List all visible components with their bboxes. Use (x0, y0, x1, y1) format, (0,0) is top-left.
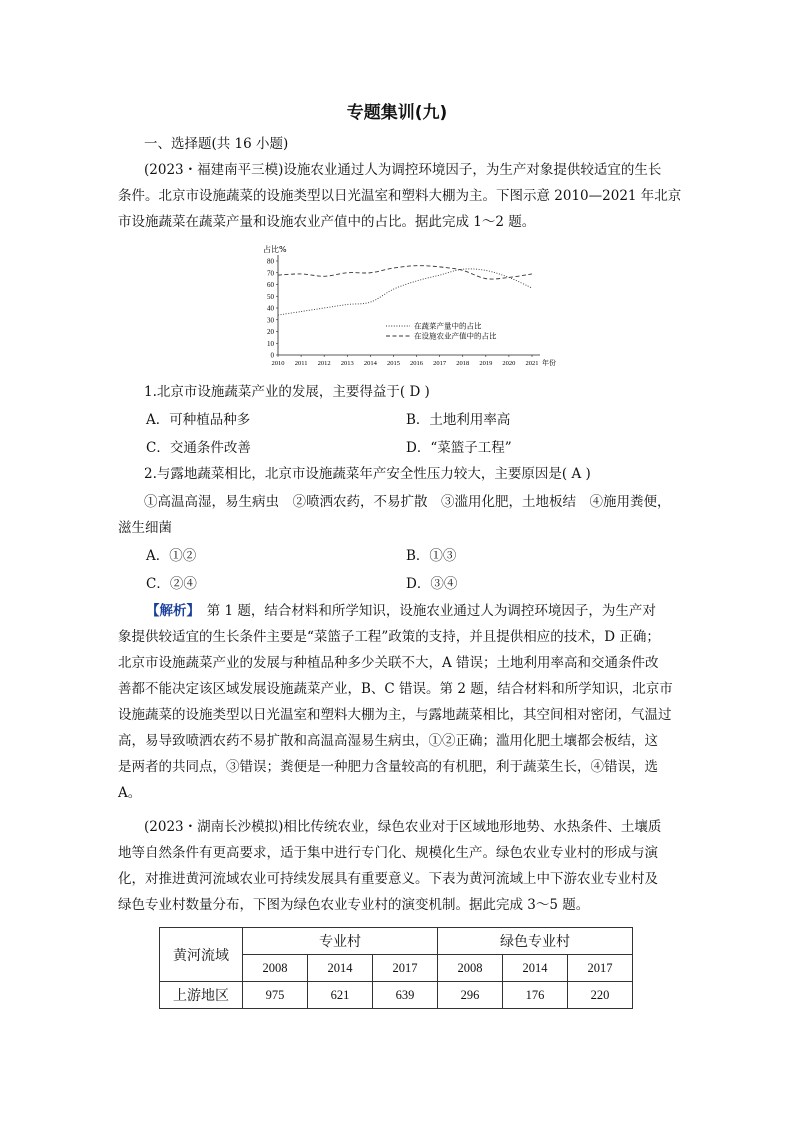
header-green-village: 绿色专业村 (438, 928, 633, 955)
q2-option-a: A．①② (146, 548, 197, 564)
section-heading: 一、选择题(共 16 小题) (144, 136, 289, 152)
table-row (160, 982, 633, 1009)
x-tick-label: 2014 (363, 360, 377, 367)
y-tick-label: 60 (267, 281, 274, 289)
q1-option-d: D．“菜篮子工程” (406, 440, 512, 456)
intro2-line: (2023・湖南长沙模拟)相比传统农业，绿色农业对于区域地形地势、水热条件、土壤质 (144, 819, 662, 835)
analysis-line: 设施蔬菜的设施类型以日光温室和塑料大棚为主，与露地蔬菜相比，其空间相对密闭，气温过 (118, 707, 672, 723)
row-region: 上游地区 (160, 982, 243, 1009)
x-tick-label: 2020 (502, 360, 516, 367)
intro1-line: 条件。北京市设施蔬菜的设施类型以日光温室和塑料大棚为主。下图示意 2010—2021 年北京 (118, 188, 682, 204)
x-tick-label: 2018 (456, 360, 470, 367)
x-tick-label: 2017 (433, 360, 447, 367)
table-cell: 220 (568, 982, 633, 1009)
y-tick-label: 0 (270, 351, 274, 360)
q1-stem: 1.北京市设施蔬菜产业的发展，主要得益于( D ) (144, 384, 430, 400)
x-tick-label: 2013 (340, 360, 354, 367)
analysis-line: 是两者的共同点，③错误；粪便是一种肥力含量较高的有机肥，利于蔬菜生长，④错误，选 (118, 759, 658, 775)
legend-label: 在设施农业产值中的占比 (414, 331, 497, 341)
series-line-1 (278, 269, 532, 315)
y-tick-label: 10 (267, 339, 274, 348)
analysis-line: 北京市设施蔬菜产业的发展与种植品种多少关联不大，A 错误；土地利用率高和交通条件改 (118, 655, 659, 671)
q1-option-b: B．土地利用率高 (406, 412, 511, 428)
q2-option-b: B．①③ (406, 548, 457, 564)
legend-label: 在蔬菜产量中的占比 (414, 321, 482, 331)
analysis-first-line (146, 602, 656, 620)
analysis-tag: 【解析】 (146, 603, 194, 619)
analysis-line: A。 (118, 785, 142, 801)
year-header: 2014 (308, 955, 373, 982)
x-tick-label: 2010 (271, 360, 285, 367)
table-cell: 621 (308, 982, 373, 1009)
table-cell: 176 (503, 982, 568, 1009)
share-line-chart (258, 243, 556, 371)
q2-option-d: D．③④ (406, 576, 458, 592)
x-tick-label: 2015 (386, 360, 400, 367)
x-axis-label: 年份 (542, 359, 556, 367)
table-cell: 639 (373, 982, 438, 1009)
y-tick-label: 70 (267, 269, 274, 278)
header-region: 黄河流域 (160, 928, 243, 982)
q2-stem: 2.与露地蔬菜相比，北京市设施蔬菜年产安全性压力较大，主要原因是( A ) (144, 466, 591, 482)
year-header: 2008 (438, 955, 503, 982)
x-tick-label: 2019 (479, 360, 493, 367)
year-header: 2017 (568, 955, 633, 982)
intro1-line: (2023・福建南平三模)设施农业通过人为调控环境因子，为生产对象提供较适宜的生长 (144, 162, 662, 178)
q1-option-a: A．可种植品种多 (146, 412, 251, 428)
x-tick-label: 2021 (525, 360, 539, 367)
analysis-line: 善都不能决定该区域发展设施蔬菜产业，B、C 错误。第 2 题，结合材料和所学知识，北京市 (118, 681, 673, 697)
x-tick-label: 2012 (317, 360, 331, 367)
y-tick-label: 20 (267, 328, 274, 336)
intro1-line: 市设施蔬菜在蔬菜产量和设施农业产值中的占比。据此完成 1～2 题。 (118, 214, 536, 230)
page-title: 专题集训(九) (346, 103, 448, 123)
y-tick-label: 30 (267, 316, 274, 325)
intro2-line: 地等自然条件有更高要求，适于集中进行专门化、规模化生产。绿色农业专业村的形成与演 (118, 845, 658, 861)
y-tick-label: 40 (267, 304, 274, 313)
village-count-table (159, 927, 633, 1009)
q2-options-line: ①高温高湿，易生病虫 ②喷洒农药，不易扩散 ③滥用化肥，土地板结 ④施用粪便， (144, 494, 671, 510)
q2-option-c: C．②④ (146, 576, 197, 592)
y-axis-label: 占比% (263, 245, 287, 254)
q1-option-c: C．交通条件改善 (146, 440, 251, 456)
y-tick-label: 80 (267, 257, 274, 266)
year-header: 2008 (243, 955, 308, 982)
header-specialized-village: 专业村 (243, 928, 438, 955)
year-header: 2017 (373, 955, 438, 982)
analysis-line: 象提供较适宜的生长条件主要是“菜篮子工程”政策的支持，并且提供相应的技术，D 正确； (118, 629, 660, 645)
year-header: 2014 (503, 955, 568, 982)
series-line-2 (278, 266, 532, 279)
table-cell: 975 (243, 982, 308, 1009)
analysis-line: 高，易导致喷洒农药不易扩散和高温高湿易生病虫，①②正确；滥用化肥土壤都会板结，这 (118, 733, 658, 749)
intro2-line: 化，对推进黄河流域农业可持续发展具有重要意义。下表为黄河流域上中下游农业专业村及 (118, 871, 658, 887)
intro2-line: 绿色专业村数量分布，下图为绿色农业专业村的演变机制。据此完成 3～5 题。 (118, 897, 590, 913)
x-tick-label: 2016 (410, 360, 424, 367)
x-tick-label: 2011 (294, 360, 308, 367)
analysis-text: 第 1 题，结合材料和所学知识，设施农业通过人为调控环境因子，为生产对 (193, 603, 656, 619)
table-cell: 296 (438, 982, 503, 1009)
q2-options-line: 滋生细菌 (118, 520, 172, 536)
y-tick-label: 50 (267, 292, 274, 301)
